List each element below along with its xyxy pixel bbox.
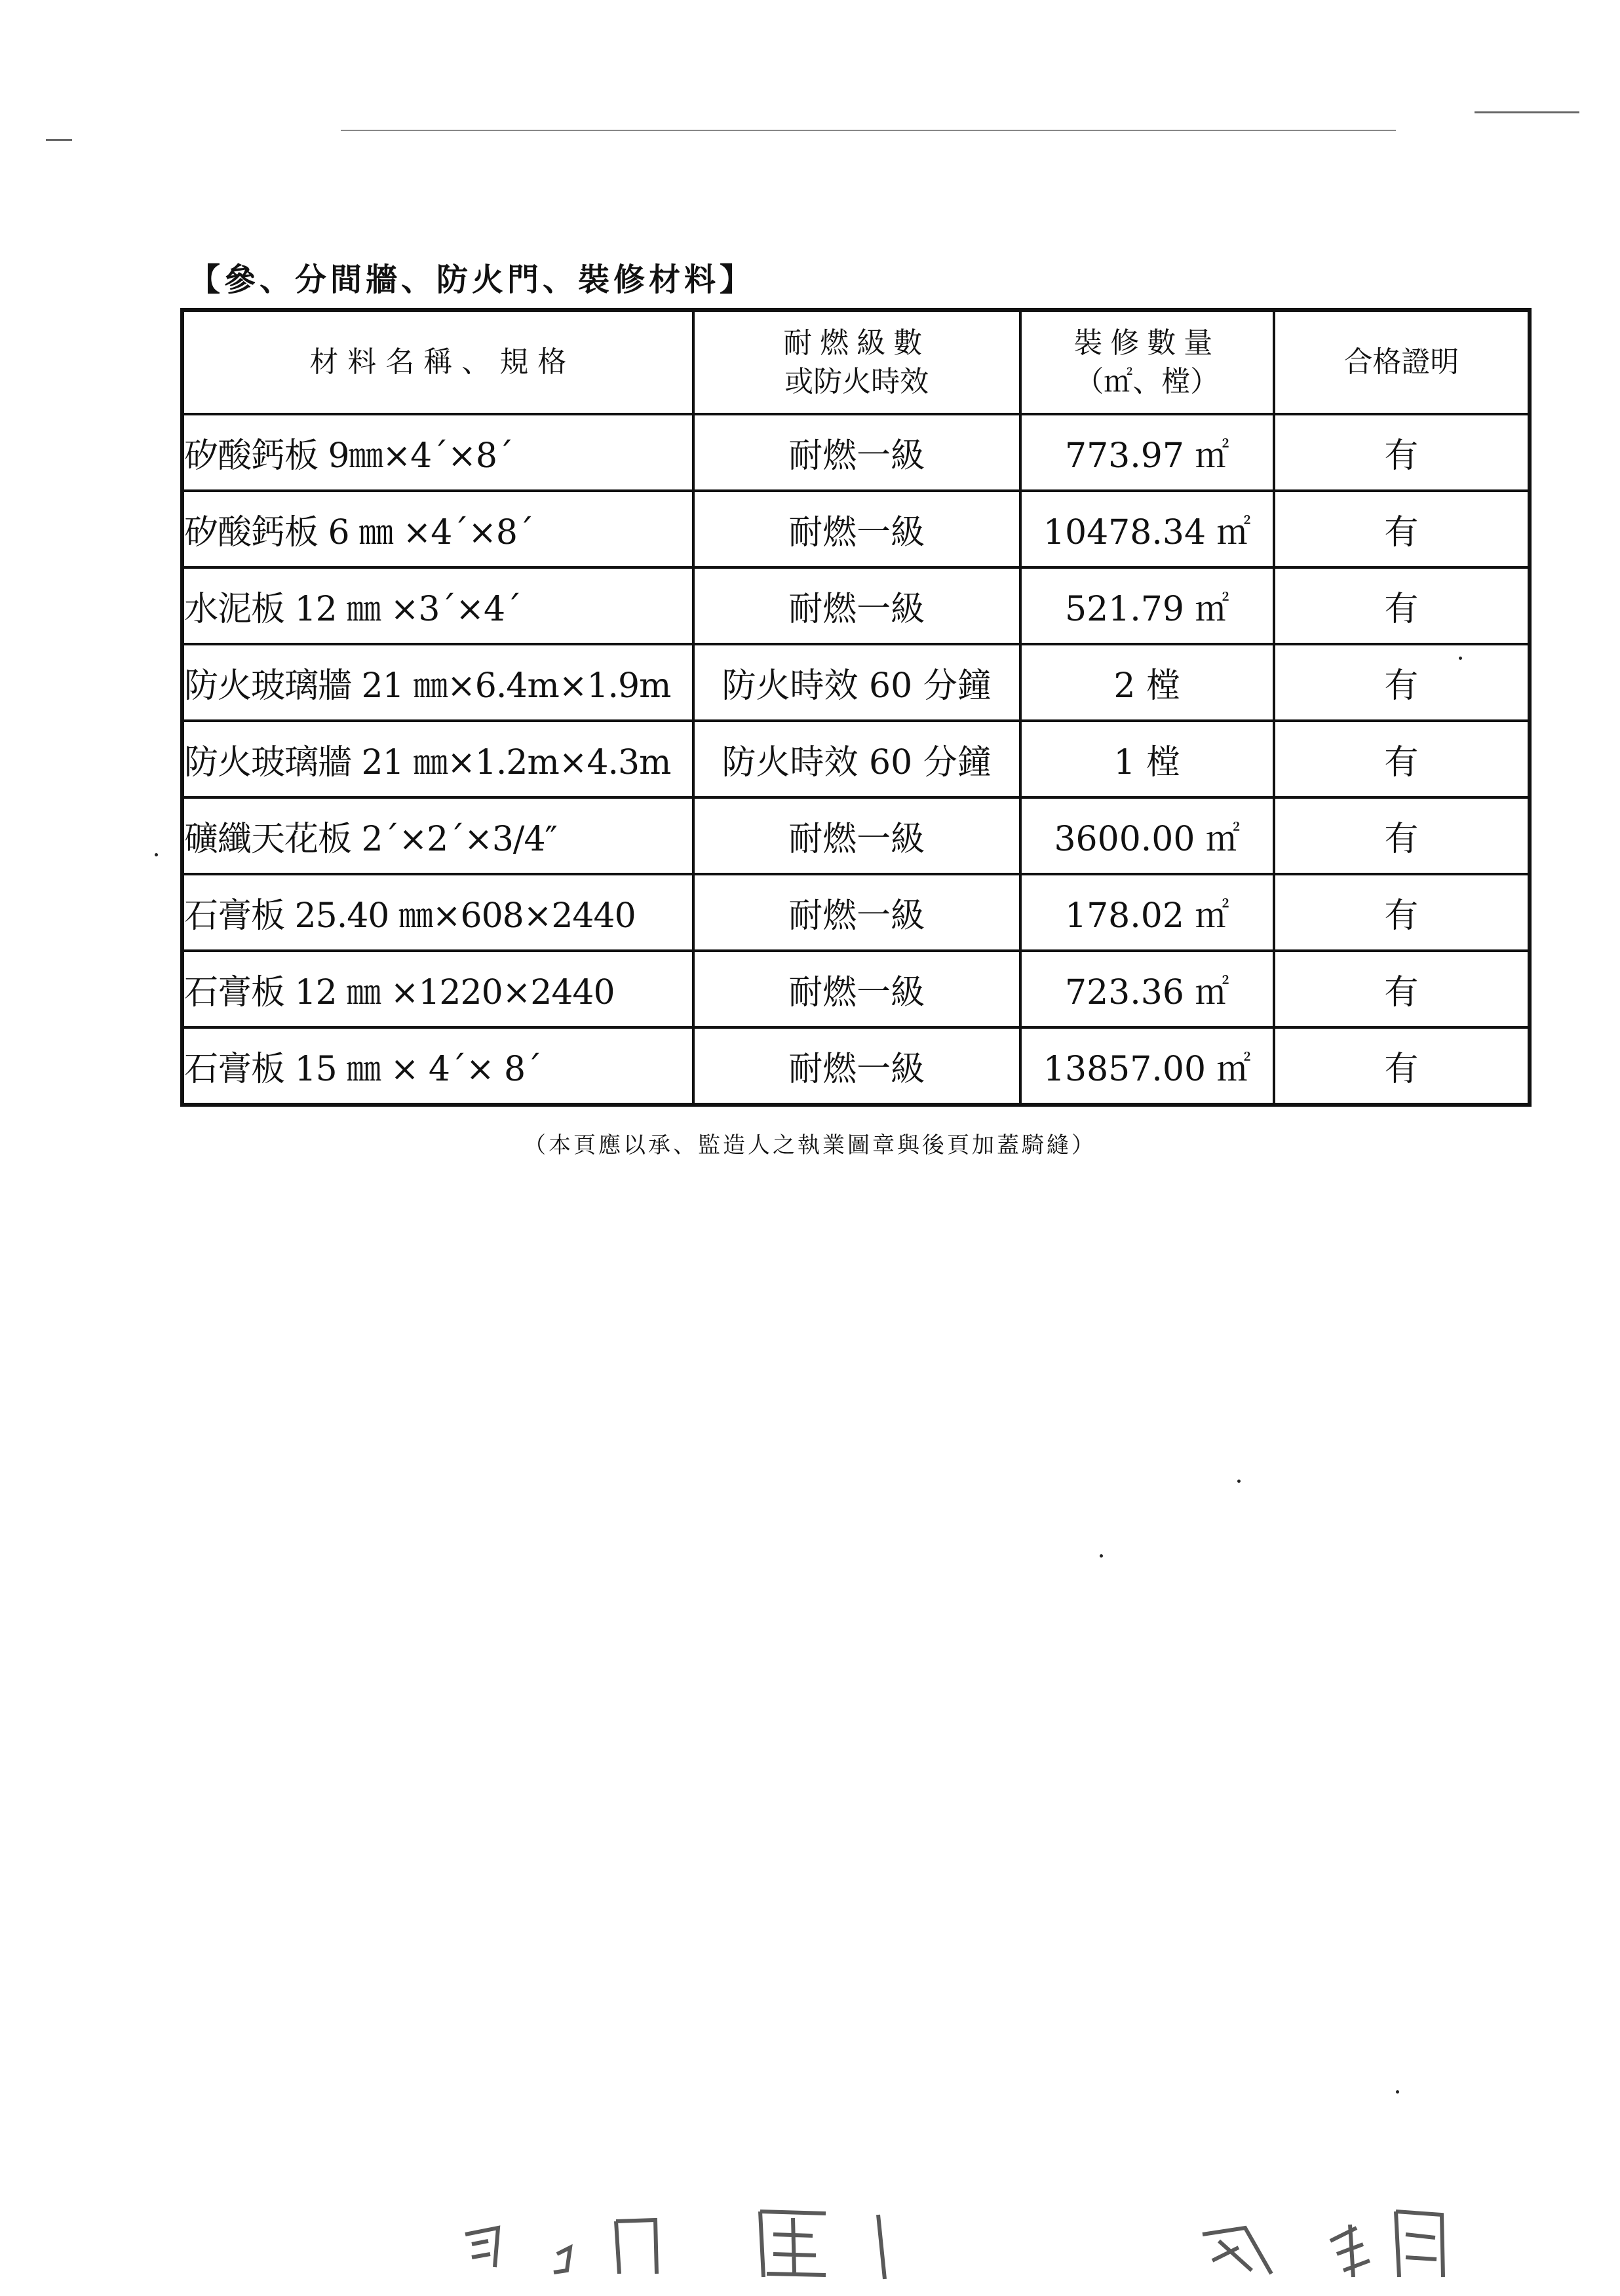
cell-fire-rating: 耐燃一級 xyxy=(693,491,1020,567)
scan-speck xyxy=(1237,1480,1241,1483)
footnote: （本頁應以承、監造人之執業圖章與後頁加蓋騎縫） xyxy=(524,1132,1096,1158)
cell-certificate: 有 xyxy=(1274,644,1530,721)
cell-quantity: 10478.34 ㎡ xyxy=(1020,491,1274,567)
table-row xyxy=(182,567,1530,644)
cell-fire-rating: 耐燃一級 xyxy=(693,874,1020,951)
cell-material-name: 水泥板 12 ㎜ ×3´×4´ xyxy=(182,567,693,644)
cell-material-name: 矽酸鈣板 9㎜×4´×8´ xyxy=(182,414,693,491)
header-fire-rating xyxy=(693,310,1020,414)
cell-fire-rating: 耐燃一級 xyxy=(693,951,1020,1027)
header-quantity-line2: （㎡、樘） xyxy=(1075,365,1220,398)
scan-edge-line xyxy=(1475,111,1579,113)
cell-fire-rating: 耐燃一級 xyxy=(693,414,1020,491)
table-row xyxy=(182,874,1530,951)
seal-stamp-contractor xyxy=(459,2208,917,2280)
seal-stamp-supervisor xyxy=(1199,2208,1448,2280)
cell-certificate: 有 xyxy=(1274,797,1530,874)
table-row xyxy=(182,644,1530,721)
table-row xyxy=(182,1027,1530,1105)
cell-material-name: 防火玻璃牆 21 ㎜×1.2m×4.3m xyxy=(182,721,693,797)
cell-material-name: 石膏板 25.40 ㎜×608×2440 xyxy=(182,874,693,951)
scan-edge-line xyxy=(341,130,1396,131)
cell-certificate: 有 xyxy=(1274,567,1530,644)
table-row xyxy=(182,414,1530,491)
cell-quantity: 13857.00 ㎡ xyxy=(1020,1027,1274,1105)
cell-certificate: 有 xyxy=(1274,414,1530,491)
cell-quantity: 521.79 ㎡ xyxy=(1020,567,1274,644)
header-fire-rating-line2: 或防火時效 xyxy=(784,365,929,398)
header-certificate-label: 合格證明 xyxy=(1343,345,1459,379)
cell-certificate: 有 xyxy=(1274,1027,1530,1105)
cell-fire-rating: 耐燃一級 xyxy=(693,797,1020,874)
cell-material-name: 矽酸鈣板 6 ㎜ ×4´×8´ xyxy=(182,491,693,567)
scan-edge-mark xyxy=(46,139,72,141)
section-title: 【參、分間牆、防火門、裝修材料】 xyxy=(189,261,756,298)
cell-certificate: 有 xyxy=(1274,491,1530,567)
cell-certificate: 有 xyxy=(1274,721,1530,797)
cell-certificate: 有 xyxy=(1274,951,1530,1027)
cell-quantity: 773.97 ㎡ xyxy=(1020,414,1274,491)
cell-fire-rating: 耐燃一級 xyxy=(693,1027,1020,1105)
scan-speck xyxy=(1459,657,1462,660)
table-row xyxy=(182,721,1530,797)
cell-certificate: 有 xyxy=(1274,874,1530,951)
cell-fire-rating: 防火時效 60 分鐘 xyxy=(693,721,1020,797)
table-row xyxy=(182,797,1530,874)
scan-speck xyxy=(155,853,158,856)
materials-table xyxy=(180,308,1532,1107)
cell-quantity: 3600.00 ㎡ xyxy=(1020,797,1274,874)
cell-quantity: 178.02 ㎡ xyxy=(1020,874,1274,951)
header-certificate xyxy=(1274,310,1530,414)
header-fire-rating-line1: 耐燃級數 xyxy=(783,326,931,360)
cell-quantity: 1 樘 xyxy=(1020,721,1274,797)
table-row xyxy=(182,951,1530,1027)
cell-material-name: 防火玻璃牆 21 ㎜×6.4m×1.9m xyxy=(182,644,693,721)
scan-speck xyxy=(1396,2090,1399,2094)
header-material-name xyxy=(182,310,693,414)
cell-fire-rating: 防火時效 60 分鐘 xyxy=(693,644,1020,721)
table-header-row xyxy=(182,310,1530,414)
cell-material-name: 石膏板 15 ㎜ × 4´× 8´ xyxy=(182,1027,693,1105)
header-material-name-label: 材 料 名 稱 、 規 格 xyxy=(309,345,567,379)
cell-material-name: 石膏板 12 ㎜ ×1220×2440 xyxy=(182,951,693,1027)
cell-material-name: 礦纖天花板 2´×2´×3/4″ xyxy=(182,797,693,874)
header-quantity xyxy=(1020,310,1274,414)
table-row xyxy=(182,491,1530,567)
cell-fire-rating: 耐燃一級 xyxy=(693,567,1020,644)
cell-quantity: 2 樘 xyxy=(1020,644,1274,721)
scan-speck xyxy=(1100,1554,1103,1558)
cell-quantity: 723.36 ㎡ xyxy=(1020,951,1274,1027)
header-quantity-line1: 裝修數量 xyxy=(1073,326,1221,360)
